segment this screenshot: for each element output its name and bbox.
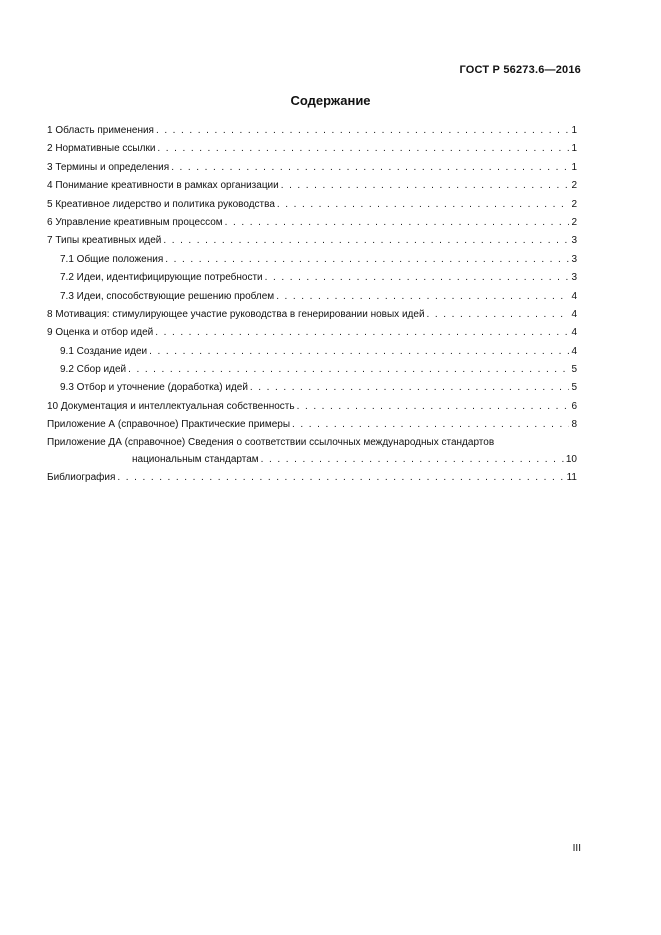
toc-entry-page: 6: [571, 400, 577, 412]
table-of-contents: [47, 122, 577, 487]
toc-entry[interactable]: [47, 122, 577, 140]
toc-entry[interactable]: [47, 398, 577, 416]
leader-dots: [225, 214, 570, 232]
page-title: Содержание: [290, 93, 371, 108]
leader-dots: [265, 269, 570, 287]
leader-dots: [171, 159, 569, 177]
leader-dots: [163, 232, 569, 250]
toc-entry-label: 9 Оценка и отбор идей: [47, 327, 154, 339]
toc-entry-page: 11: [566, 471, 577, 483]
toc-entry-label: 8 Мотивация: стимулирующее участие руководства в генерировании новых идей: [47, 308, 425, 320]
toc-entry-label: 7.1 Общие положения: [60, 253, 164, 265]
toc-entry-page: 5: [571, 382, 577, 394]
toc-entry-label: 9.2 Сбор идей: [60, 364, 127, 376]
leader-dots: [117, 469, 564, 487]
toc-entry-page: 1: [571, 143, 577, 155]
toc-entry[interactable]: [47, 361, 577, 379]
toc-entry-label: 3 Термины и определения: [47, 161, 170, 173]
toc-entry-label: 7.2 Идеи, идентифицирующие потребности: [60, 272, 263, 284]
leader-dots: [427, 306, 570, 324]
toc-entry-label: 1 Область применения: [47, 125, 154, 136]
leader-dots: [156, 122, 569, 140]
leader-dots: [155, 324, 569, 342]
toc-entry[interactable]: [47, 416, 577, 434]
toc-entry-page: 4: [571, 345, 577, 357]
toc-entry-label: 9.1 Создание идеи: [60, 345, 148, 357]
leader-dots: [261, 451, 564, 469]
toc-entry-page: 3: [571, 235, 577, 247]
toc-entry-page: 4: [571, 327, 577, 339]
toc-entry-label: 7.3 Идеи, способствующие решению проблем: [60, 290, 275, 302]
leader-dots: [157, 140, 569, 158]
standard-code: ГОСТ Р 56273.6—2016: [459, 64, 581, 76]
toc-entry[interactable]: [47, 288, 577, 306]
toc-entry-label: 6 Управление креативным процессом: [47, 216, 223, 228]
toc-entry[interactable]: [47, 251, 577, 269]
toc-entry-page: 3: [571, 272, 577, 284]
toc-entry-label-continued: национальным стандартам: [132, 453, 259, 465]
toc-entry-label: 10 Документация и интеллектуальная собственность: [47, 400, 295, 412]
leader-dots: [277, 196, 570, 214]
toc-entry-bibliography[interactable]: [47, 469, 577, 487]
toc-entry[interactable]: [47, 306, 577, 324]
leader-dots: [297, 398, 570, 416]
toc-entry-page: 4: [571, 290, 577, 302]
toc-entry[interactable]: [47, 324, 577, 342]
toc-entry-label: Приложение А (справочное) Практические примеры: [47, 419, 291, 431]
toc-entry-page: 10: [565, 453, 577, 465]
toc-entry-label: 9.3 Отбор и уточнение (доработка) идей: [60, 382, 248, 394]
toc-entry-label: 5 Креативное лидерство и политика руководства: [47, 198, 275, 210]
toc-entry-page: 5: [571, 364, 577, 376]
toc-entry[interactable]: [47, 140, 577, 158]
leader-dots: [276, 288, 569, 306]
leader-dots: [281, 177, 570, 195]
toc-entry[interactable]: [47, 214, 577, 232]
toc-entry-page: 2: [571, 180, 577, 192]
toc-entry-label: Приложение ДА (справочное) Сведения о соответствии ссылочных международных стандартов: [47, 436, 495, 448]
toc-entry-page: 4: [571, 308, 577, 320]
toc-entry[interactable]: [47, 343, 577, 361]
leader-dots: [165, 251, 569, 269]
toc-entry-page: 3: [571, 253, 577, 265]
toc-entry[interactable]: [47, 269, 577, 287]
toc-entry-label: 2 Нормативные ссылки: [47, 143, 156, 155]
toc-entry-label: 7 Типы креативных идей: [47, 235, 162, 247]
toc-entry-label: 4 Понимание креативности в рамках организации: [47, 180, 279, 192]
toc-entry[interactable]: [47, 159, 577, 177]
leader-dots: [250, 379, 570, 397]
toc-entry-page: 8: [571, 419, 577, 431]
leader-dots: [128, 361, 569, 379]
page-number: III: [572, 843, 581, 854]
toc-entry-page: 1: [571, 161, 577, 173]
toc-entry-page: 1: [571, 125, 577, 136]
toc-entry[interactable]: [47, 177, 577, 195]
toc-entry[interactable]: [47, 379, 577, 397]
toc-entry-appendix-da[interactable]: [47, 435, 577, 469]
leader-dots: [292, 416, 569, 434]
leader-dots: [149, 343, 569, 361]
toc-entry-label: Библиография: [47, 471, 116, 483]
toc-entry-page: 2: [571, 198, 577, 210]
toc-entry[interactable]: [47, 232, 577, 250]
toc-entry-page: 2: [571, 216, 577, 228]
toc-entry[interactable]: [47, 196, 577, 214]
